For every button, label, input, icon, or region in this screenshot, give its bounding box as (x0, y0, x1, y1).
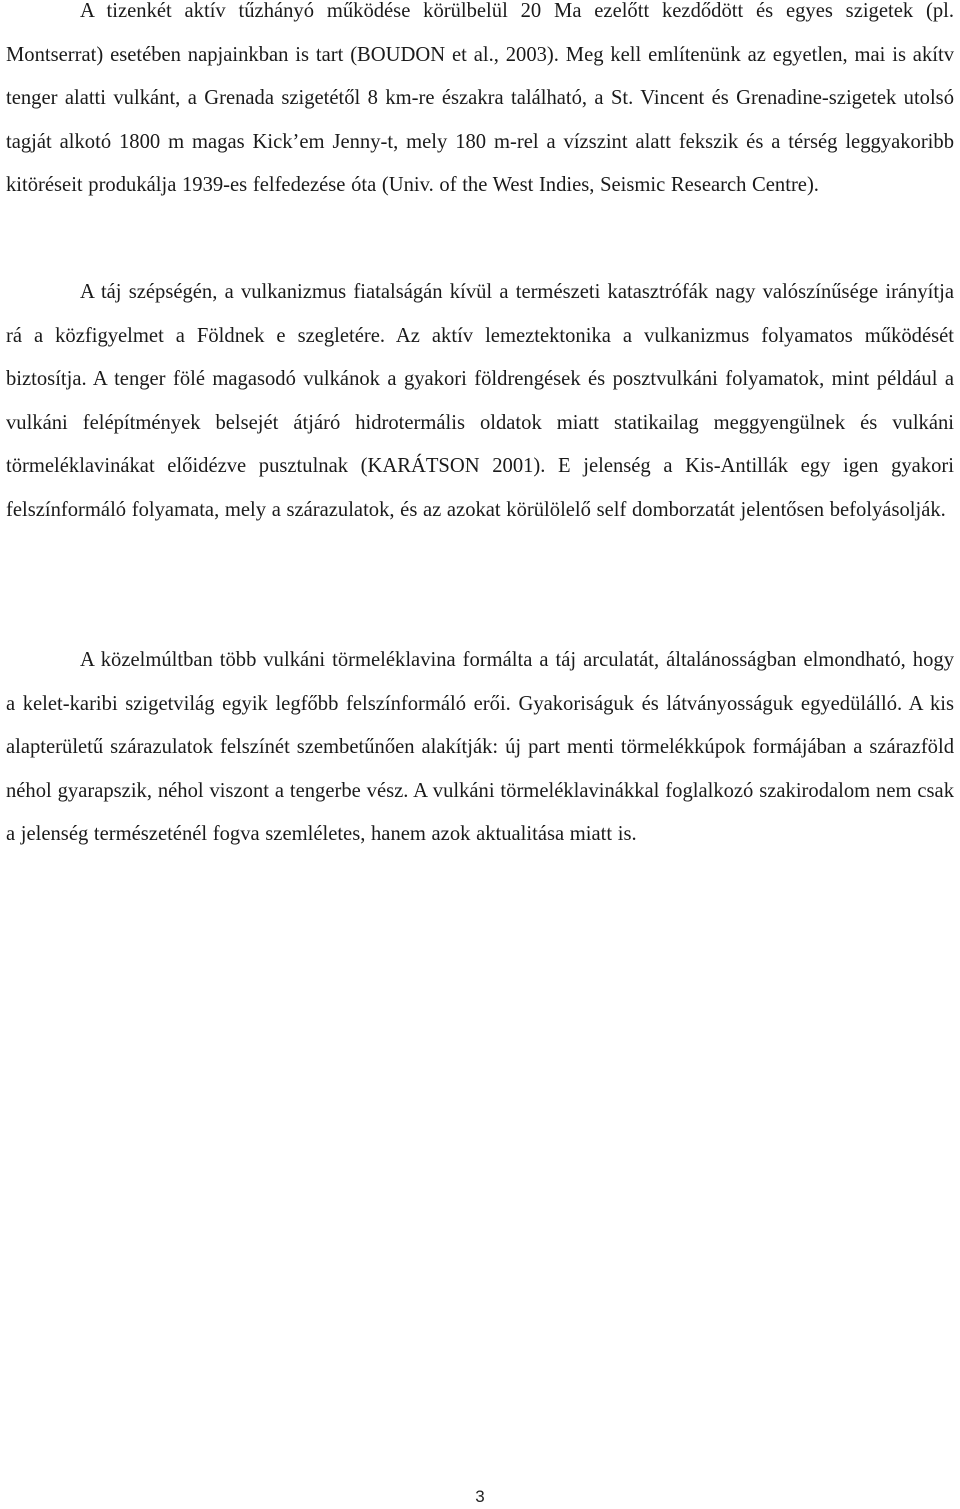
paragraph-3: A közelmúltban több vulkáni törmeléklavina formálta a táj arculatát, általánosságban elmondható, hogy a kelet-karibi szigetvilág egyik legfőbb felszínformáló erői. Gyakoriságuk és látványosságuk egyedülálló. A kis alapterületű szárazulatok felszínét szembetűnően alakítják: új part menti törmelékkúpok formájában a szárazföld néhol gyarapszik, néhol viszont a tengerbe vész. A vulkáni törmeléklavinákkal foglalkozó szakirodalom nem csak a jelenség természeténél fogva szemléletes, hanem azok aktualitása miatt is. (6, 649, 954, 845)
paragraph-2: A táj szépségén, a vulkanizmus fiatalságán kívül a természeti katasztrófák nagy valószínűsége irányítja rá a közfigyelmet a Földnek e szegletére. Az aktív lemeztektonika a vulkanizmus folyamatos működését biztosítja. A tenger fölé magasodó vulkánok a gyakori földrengések és posztvulkáni folyamatok, mint például a vulkáni felépítmények belsejét átjáró hidrotermális oldatok miatt statikailag meggyengülnek és vulkáni törmeléklavinákat előidézve pusztulnak (KARÁTSON 2001). E jelenség a Kis-Antillák egy igen gyakori felszínformáló folyamata, mely a szárazulatok, és az azokat körülölelő self domborzatát jelentősen befolyásolják. (6, 281, 954, 521)
document-page (6, 0, 954, 1509)
paragraph-1: A tizenkét aktív tűzhányó működése körülbelül 20 Ma ezelőtt kezdődött és egyes szigetek (pl. Montserrat) esetében napjainkban is tart (BOUDON et al., 2003). Meg kell említenünk az egyetlen, mai is akítv tenger alatti vulkánt, a Grenada szigetétől 8 km-re északra található, a St. Vincent és Grenadine-szigetek utolsó tagját alkotó 1800 m magas Kick’em Jenny-t, mely 180 m-rel a vízszint alatt fekszik és a térség leggyakoribb kitöréseit produkálja 1939-es felfedezése óta (Univ. of the West Indies, Seismic Research Centre). (6, 0, 954, 196)
page-number: 3 (475, 1487, 485, 1506)
